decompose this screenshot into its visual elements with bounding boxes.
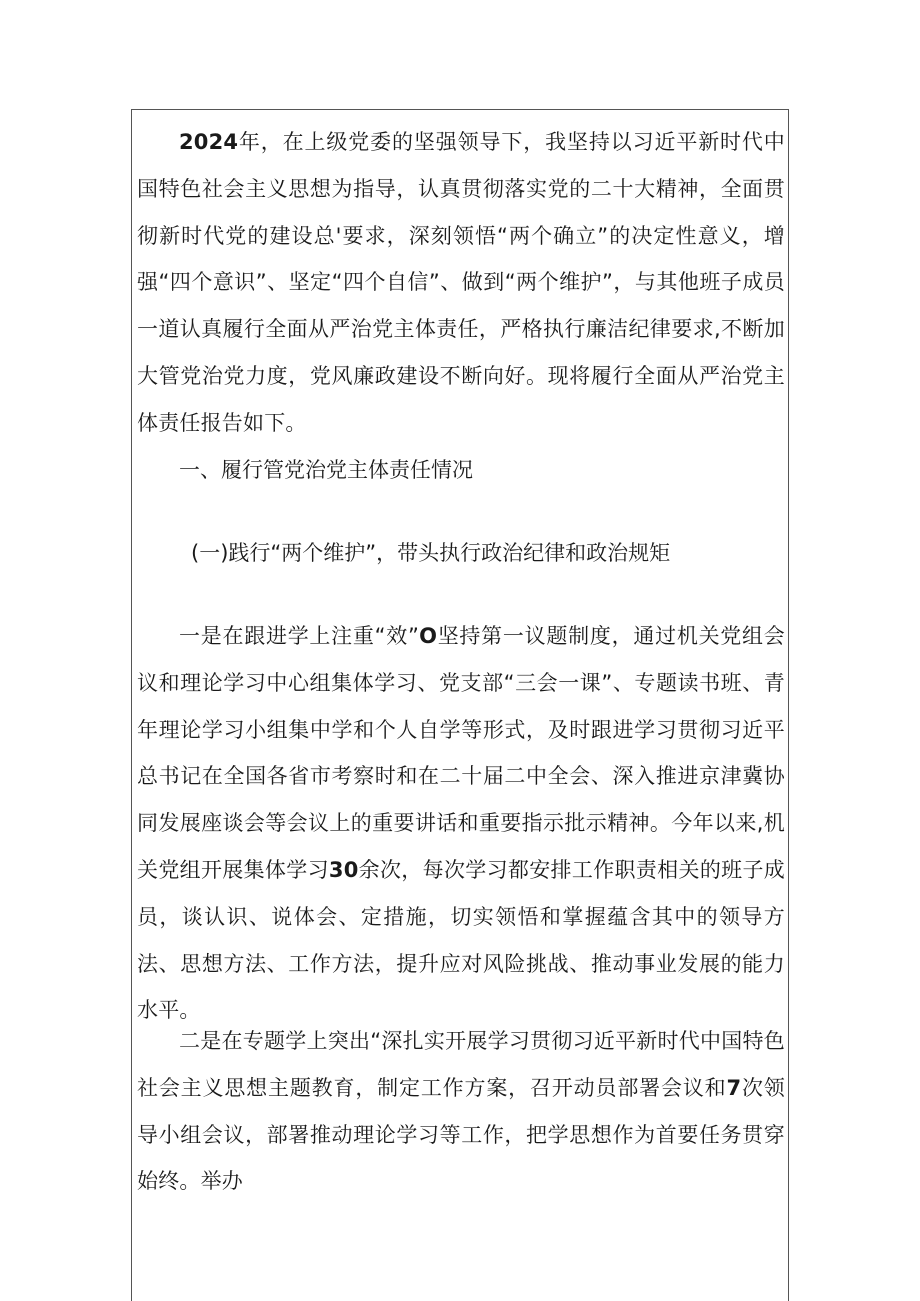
point-1-tail: 余次，每次学习都安排工作职责相关的班子成员，谈认识、说体会、定措施，切实领悟和掌握蕴含其中的领导方法、思想方法、工作方法，提升应对风险挑战、推动事业发展的能力水平。	[137, 857, 785, 1023]
point-1-paragraph	[137, 613, 785, 1034]
point-1-mark: O	[419, 624, 438, 648]
point-1-body: 坚持第一议题制度，通过机关党组会议和理论学习中心组集体学习、党支部“三会一课”、专题读书班、青年理论学习小组集中学和个人自学等形式，及时跟进学习贯彻习近平总书记在全国各省市考察时和在二十届二中全会、深入推进京津冀协同发展座谈会等会议上的重要讲话和重要指示批示精神。今年以来,机关党组开展集体学习	[137, 624, 785, 882]
point-1-lead: 一是在跟进学上注重“效”	[179, 624, 420, 648]
point-2-tail: 次领导小组会议，部署推动理论学习等工作，把学思想作为首要任务贯穿始终。举办	[137, 1075, 785, 1194]
subsection-1-heading: (一)践行“两个维护”，带头执行政治纪律和政治规矩	[191, 541, 671, 565]
point-1-number: 30	[328, 857, 359, 882]
point-2-paragraph	[137, 1018, 785, 1205]
intro-year: 2024	[179, 130, 239, 154]
point-2-lead: 二是在专题学上突出“深扎实开展学习贯彻习近平新时代中国特色社会主义思想主题教育，制定工作方案，召开动员部署会议和	[137, 1029, 785, 1100]
intro-paragraph	[137, 119, 785, 447]
point-2-number: 7	[726, 1075, 742, 1100]
section-1-heading: 一、履行管党治党主体责任情况	[179, 458, 473, 482]
intro-text: 年，在上级党委的坚强领导下，我坚持以习近平新时代中国特色社会主义思想为指导，认真贯彻落实党的二十大精神，全面贯彻新时代党的建设总'要求，深刻领悟“两个确立”的决定性意义，增强“四个意识”、坚定“四个自信”、做到“两个维护”，与其他班子成员一道认真履行全面从严治党主体责任，严格执行廉洁纪律要求,不断加大管党治党力度，党风廉政建设不断向好。现将履行全面从严治党主体责任报告如下。	[137, 130, 785, 435]
